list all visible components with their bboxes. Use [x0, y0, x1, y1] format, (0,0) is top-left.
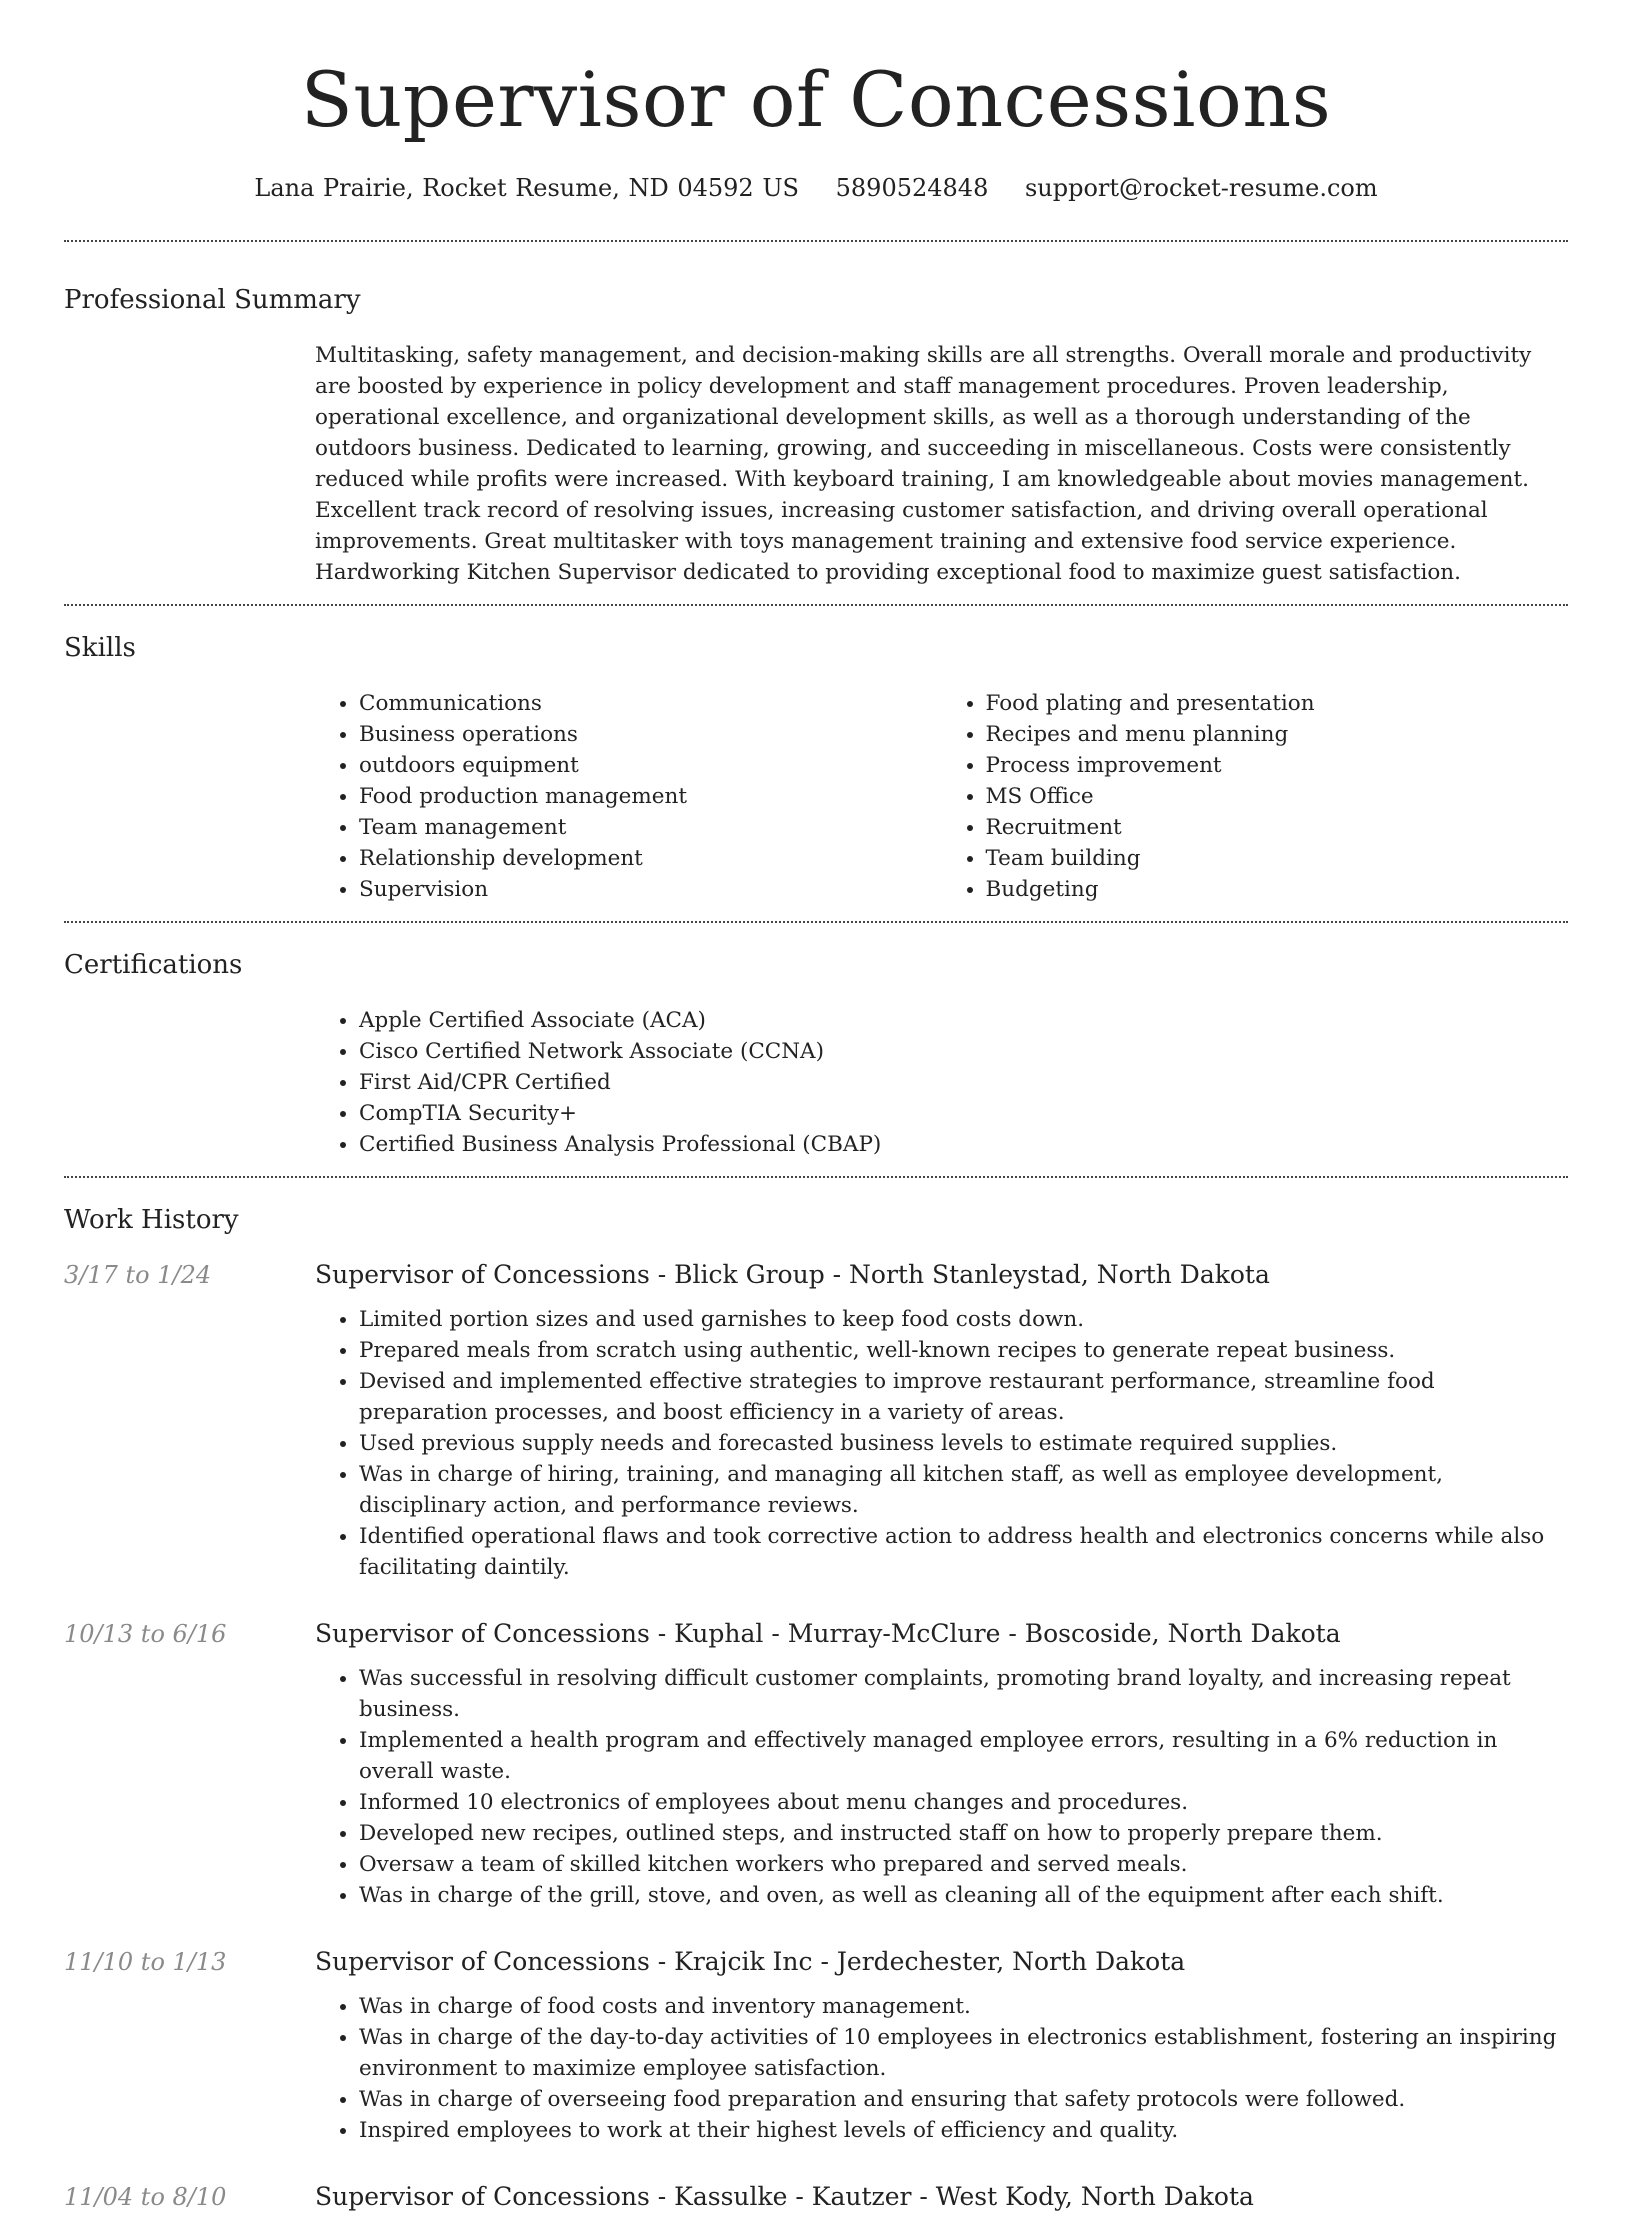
- job-title: Supervisor of Concessions - Blick Group - North Stanleystad, North Dakota: [315, 1260, 1270, 1289]
- job-bullets: [315, 1991, 1568, 2146]
- job-bullet: • Was in charge of the day-to-day activities of 10 employees in electronics establishment, fostering an inspiring environment to maximize employee satisfaction.: [359, 2022, 1568, 2084]
- job-bullet: • Used previous supply needs and forecasted business levels to estimate required supplies.: [359, 1428, 1568, 1459]
- job-bullet: • Was in charge of hiring, training, and managing all kitchen staff, as well as employee development, disciplinary action, and performance reviews.: [359, 1459, 1568, 1521]
- section-heading-summary: Professional Summary: [64, 285, 361, 315]
- job-bullet: • Limited portion sizes and used garnishes to keep food costs down.: [359, 1304, 1568, 1335]
- skill-item: • Food plating and presentation: [986, 688, 1569, 719]
- job-bullet: • Oversaw a team of skilled kitchen workers who prepared and served meals.: [359, 1849, 1568, 1880]
- skills-list-left: [315, 688, 942, 905]
- job-details: [315, 2180, 1568, 2214]
- summary-text: Multitasking, safety management, and decision-making skills are all strengths. Overall morale and productivity are boosted by experience in policy development and staff management procedures. Proven leadership, operational excellence, and organizational development skills, as well as a thorough understanding of the outdoors business. Dedicated to learning, growing, and succeeding in miscellaneous. Costs were consistently reduced while profits were increased. With keyboard training, I am knowledgeable about movies management. Excellent track record of resolving issues, increasing customer satisfaction, and driving overall operational improvements. Great multitasker with toys management training and extensive food service experience. Hardworking Kitchen Supervisor dedicated to providing exceptional food to maximize guest satisfaction.: [315, 343, 1532, 585]
- certification-item: • First Aid/CPR Certified: [359, 1067, 1568, 1098]
- skill-item: • Business operations: [359, 719, 942, 750]
- job-bullet: • Developed new recipes, outlined steps, and instructed staff on how to properly prepare them.: [359, 1818, 1568, 1849]
- resume-title: Supervisor of Concessions: [300, 55, 1332, 144]
- contact-phone: 5890524848: [835, 174, 989, 202]
- contact-address: Lana Prairie, Rocket Resume, ND 04592 US: [254, 174, 799, 202]
- job-bullet: • Identified operational flaws and took corrective action to address health and electronics concerns while also facilitating daintily.: [359, 1521, 1568, 1583]
- job-details: [315, 1945, 1568, 2146]
- job-details: [315, 1617, 1568, 1911]
- job-bullet: • Prepared meals from scratch using authentic, well-known recipes to generate repeat business.: [359, 1335, 1568, 1366]
- certification-item: • Apple Certified Associate (ACA): [359, 1005, 1568, 1036]
- job-bullets: [315, 1304, 1568, 1583]
- skill-item: • MS Office: [986, 781, 1569, 812]
- job-details: [315, 1258, 1568, 1583]
- job-title: Supervisor of Concessions - Krajcik Inc - Jerdechester, North Dakota: [315, 1947, 1186, 1976]
- certification-item: • Cisco Certified Network Associate (CCNA): [359, 1036, 1568, 1067]
- professional-summary-section: [64, 242, 1568, 604]
- skills-section: [64, 606, 1568, 921]
- certifications-body: [315, 1005, 1568, 1160]
- job-bullet: • Was successful in resolving difficult customer complaints, promoting brand loyalty, and increasing repeat business.: [359, 1663, 1568, 1725]
- section-heading-certifications: Certifications: [64, 950, 243, 980]
- skill-item: • Food production management: [359, 781, 942, 812]
- certification-item: • Certified Business Analysis Professional (CBAP): [359, 1129, 1568, 1160]
- job-dates: 11/10 to 1/13: [64, 1948, 227, 1976]
- skill-item: • Team management: [359, 812, 942, 843]
- job-bullet: • Devised and implemented effective strategies to improve restaurant performance, streamline food preparation processes, and boost efficiency in a variety of areas.: [359, 1366, 1568, 1428]
- skill-item: • Communications: [359, 688, 942, 719]
- job-bullet: • Implemented a health program and effectively managed employee errors, resulting in a 6% reduction in overall waste.: [359, 1725, 1568, 1787]
- resume-page: [64, 0, 1568, 2230]
- skills-columns: [315, 688, 1568, 905]
- skill-item: • outdoors equipment: [359, 750, 942, 781]
- certifications-section: [64, 923, 1568, 1176]
- job-entry: [64, 2180, 1568, 2214]
- skill-item: • Team building: [986, 843, 1569, 874]
- job-bullet: • Was in charge of the grill, stove, and oven, as well as cleaning all of the equipment after each shift.: [359, 1880, 1568, 1911]
- job-dates: 10/13 to 6/16: [64, 1620, 227, 1648]
- job-title: Supervisor of Concessions - Kassulke - Kautzer - West Kody, North Dakota: [315, 2182, 1254, 2211]
- job-bullet: • Was in charge of food costs and inventory management.: [359, 1991, 1568, 2022]
- job-bullets: [315, 1663, 1568, 1911]
- job-bullet: • Informed 10 electronics of employees about menu changes and procedures.: [359, 1787, 1568, 1818]
- skill-item: • Relationship development: [359, 843, 942, 874]
- skill-item: • Process improvement: [986, 750, 1569, 781]
- section-heading-skills: Skills: [64, 633, 136, 663]
- skill-item: • Recruitment: [986, 812, 1569, 843]
- skill-item: • Recipes and menu planning: [986, 719, 1569, 750]
- skills-list-right: [942, 688, 1569, 905]
- certification-item: • CompTIA Security+: [359, 1098, 1568, 1129]
- skill-item: • Supervision: [359, 874, 942, 905]
- job-bullet: • Was in charge of overseeing food preparation and ensuring that safety protocols were followed.: [359, 2084, 1568, 2115]
- section-heading-work-history: Work History: [64, 1205, 239, 1235]
- job-bullet: • Inspired employees to work at their highest levels of efficiency and quality.: [359, 2115, 1568, 2146]
- job-entry: [64, 1258, 1568, 1583]
- job-title: Supervisor of Concessions - Kuphal - Murray-McClure - Boscoside, North Dakota: [315, 1619, 1341, 1648]
- contact-email: support@rocket-resume.com: [1024, 174, 1378, 202]
- job-entry: [64, 1617, 1568, 1911]
- contact-line: [64, 174, 1568, 202]
- job-dates: 11/04 to 8/10: [64, 2183, 227, 2211]
- certifications-list: [315, 1005, 1568, 1160]
- job-entry: [64, 1945, 1568, 2146]
- skill-item: • Budgeting: [986, 874, 1569, 905]
- work-history-section: [64, 1178, 1568, 2230]
- job-dates: 3/17 to 1/24: [64, 1261, 212, 1289]
